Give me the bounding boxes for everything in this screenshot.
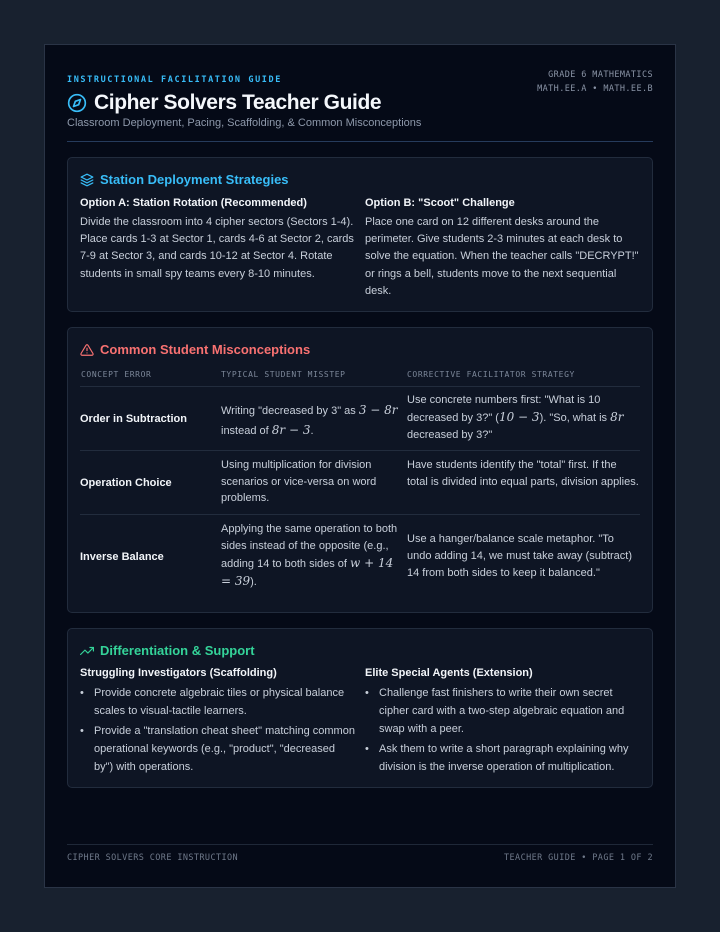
row-misstep: Using multiplication for division scenarios or vice-versa on word problems. [221,459,377,504]
footer-right: TEACHER GUIDE • PAGE 1 OF 2 [504,853,653,863]
page-subtitle: Classroom Deployment, Pacing, Scaffolding, & Common Misconceptions [67,117,422,129]
footer-left: CIPHER SOLVERS CORE INSTRUCTION [67,853,239,863]
col-header-error: CONCEPT ERROR [81,370,152,379]
option-b-title: Option B: "Scoot" Challenge [365,197,515,209]
list-item: • Ask them to write a short paragraph explaining why division is the inverse operation of multiplication. [365,740,643,776]
differentiation-heading [80,643,255,658]
col-header-misstep: TYPICAL STUDENT MISSTEP [221,370,346,379]
table-row [80,386,640,451]
page-title [67,91,381,115]
row-misstep: Writing "decreased by 3" as 3 − 8r instead of 8r − 3. [221,403,398,437]
compass-icon [67,93,87,113]
header-divider [67,141,653,142]
table-row [80,450,640,515]
row-error: Inverse Balance [80,551,164,563]
extension-list [365,684,643,776]
row-misstep: Applying the same operation to both sides instead of the opposite (e.g., adding 14 to both sides of w + 14 = 39). [221,523,398,588]
option-b-text: Place one card on 12 different desks around the perimeter. Give students 2-3 minutes at each desk to solve the equation. When the teacher calls "DECRYPT!" or rings a bell, students move to the next sequential desk. [365,216,639,297]
differentiation-card [67,628,653,788]
scaffolding-column [80,667,355,778]
row-error: Operation Choice [80,477,172,489]
table-row [80,514,640,595]
misconceptions-heading [80,342,310,357]
warning-icon [80,343,94,357]
misconceptions-card [67,327,653,613]
misconceptions-heading-text: Common Student Misconceptions [100,342,311,357]
deployment-heading [80,172,289,187]
row-error: Order in Subtraction [80,413,187,425]
row-strategy: Use a hanger/balance scale metaphor. "To undo adding 14, we must take away (subtract) 14 from both sides to keep it balanced." [407,533,633,579]
list-item: • Provide a "translation cheat sheet" matching common operational keywords (e.g., "product", "decreased by") with operations. [80,722,355,776]
eyebrow-label: INSTRUCTIONAL FACILITATION GUIDE [67,75,282,85]
grade-label: GRADE 6 MATHEMATICS [548,70,653,80]
deployment-card [67,157,653,312]
option-a [80,197,355,283]
standards-meta [537,68,653,96]
page-title-text: Cipher Solvers Teacher Guide [94,91,382,114]
option-a-text: Divide the classroom into 4 cipher sectors (Sectors 1-4). Place cards 1-3 at Sector 1, cards 4-6 at Sector 2, cards 7-9 at Sector 3, and cards 10-12 at Sector 4. Rotate students in small spy teams every 8-10 minutes. [80,216,354,280]
differentiation-heading-text: Differentiation & Support [100,643,255,658]
extension-title: Elite Special Agents (Extension) [365,667,533,679]
layers-icon [80,173,94,187]
extension-column [365,667,643,778]
deployment-heading-text: Station Deployment Strategies [100,172,289,187]
col-header-strategy: CORRECTIVE FACILITATOR STRATEGY [407,370,575,379]
scaffolding-title: Struggling Investigators (Scaffolding) [80,667,277,679]
list-item: • Provide concrete algebraic tiles or physical balance scales to visual-tactile learners. [80,684,355,720]
option-a-title: Option A: Station Rotation (Recommended) [80,197,307,209]
scaffolding-list [80,684,355,776]
guide-page [44,44,676,888]
option-b [365,197,643,300]
footer-divider [67,844,653,845]
trending-up-icon [80,644,94,658]
standards-label: MATH.EE.A • MATH.EE.B [537,84,653,94]
row-strategy: Have students identify the "total" first. If the total is divided into equal parts, division applies. [407,459,639,488]
list-item: • Challenge fast finishers to write their own secret cipher card with a two-step algebraic equation and swap with a peer. [365,684,643,738]
row-strategy: Use concrete numbers first: "What is 10 decreased by 3?" (10 − 3). "So, what is 8r decreased by 3?" [407,394,624,441]
